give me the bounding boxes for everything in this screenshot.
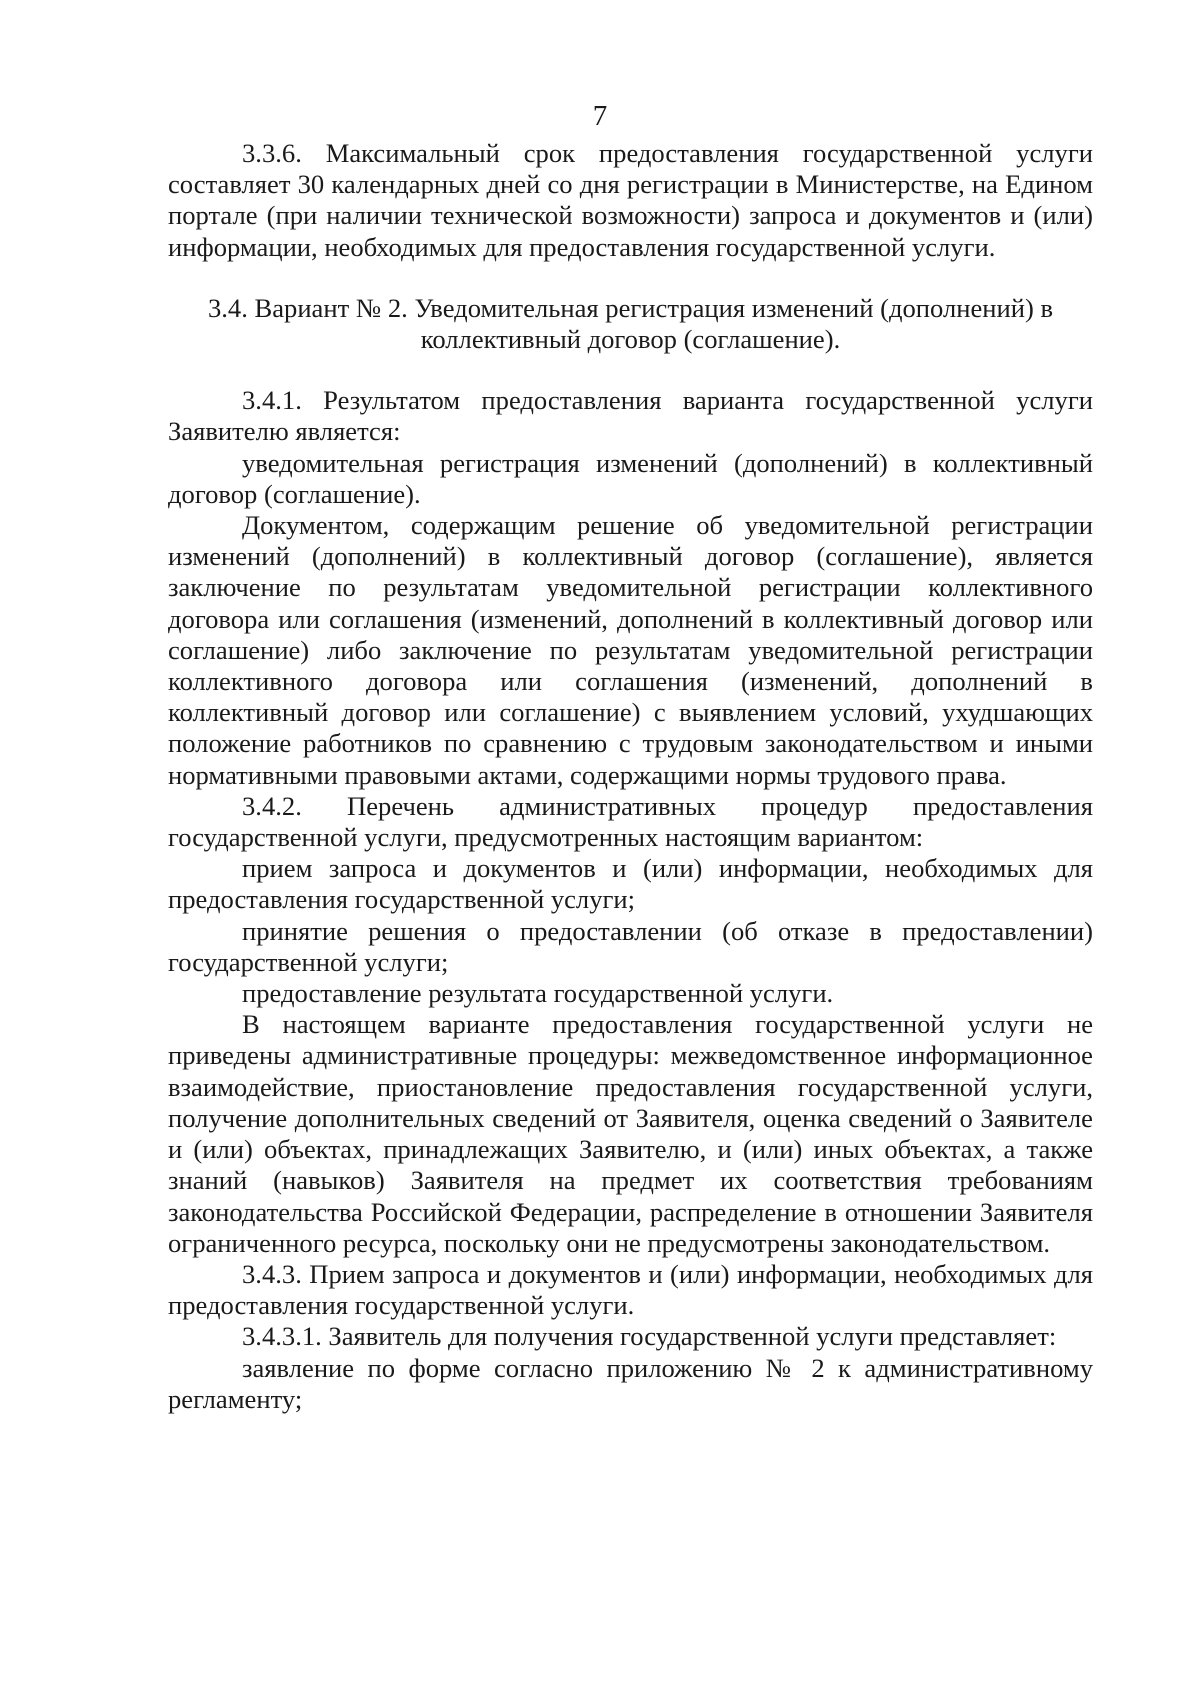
spacer [168,355,1093,385]
list-item-procedure-3: предоставление результата государственной услуги. [242,978,834,1009]
paragraph-3-4-1: 3.4.1. Результатом предоставления варианта государственной услуги Заявителю является: [168,385,1093,447]
paragraph-3-4-2: 3.4.2. Перечень административных процедур предоставления государственной услуги, предусмотренных настоящим вариантом: [168,790,1093,853]
section-heading-3-4: 3.4. Вариант № 2. Уведомительная регистрация изменений (дополнений) в коллективный договор (соглашение). [207,292,1054,355]
spacer [168,263,1093,293]
paragraph-3-4-3-1: 3.4.3.1. Заявитель для получения государственной услуги представляет: [242,1321,1057,1352]
list-item-procedure-1: прием запроса и документов и (или) информации, необходимых для предоставления государственной услуги; [168,853,1093,915]
document-body [168,138,1093,1415]
paragraph-3-4-1-result: уведомительная регистрация изменений (дополнений) в коллективный договор (соглашение). [168,447,1093,509]
paragraph-3-4-1-document: Документом, содержащим решение об уведомительной регистрации изменений (дополнений) в коллективный договор (соглашение), является заключение по результатам уведомительной регистрации коллективного договора или соглашения (изменений, дополнений в коллективный договор или соглашение) либо заключение по результатам уведомительной регистрации коллективного договора или соглашения (изменений, дополнений в коллективный договор или соглашение) с выявлением условий, ухудшающих положение работников по сравнению с трудовым законодательством и иными нормативными правовыми актами, содержащими нормы трудового права. [168,510,1093,790]
paragraph-3-4-2-note: В настоящем варианте предоставления государственной услуги не приведены административные процедуры: межведомственное информационное взаимодействие, приостановление предоставления государственной услуги, получение дополнительных сведений от Заявителя, оценка сведений о Заявителе и (или) объектах, принадлежащих Заявителю, и (или) иных объектах, а также знаний (навыков) Заявителя на предмет их соответствия требованиям законодательства Российской Федерации, распределение в отношении Заявителя ограниченного ресурса, поскольку они не предусмотрены законодательством. [168,1009,1093,1258]
paragraph-3-3-6: 3.3.6. Максимальный срок предоставления государственной услуги составляет 30 календарных дней со дня регистрации в Министерстве, на Едином портале (при наличии технической возможности) запроса и документов и (или) информации, необходимых для предоставления государственной услуги. [168,138,1093,262]
paragraph-3-4-3: 3.4.3. Прием запроса и документов и (или) информации, необходимых для предоставления государственной услуги. [168,1258,1093,1321]
page-number: 7 [592,100,608,132]
list-item-application: заявление по форме согласно приложению № 2 к административному регламенту; [168,1352,1093,1414]
list-item-procedure-2: принятие решения о предоставлении (об отказе в предоставлении) государственной услуги; [168,915,1093,977]
